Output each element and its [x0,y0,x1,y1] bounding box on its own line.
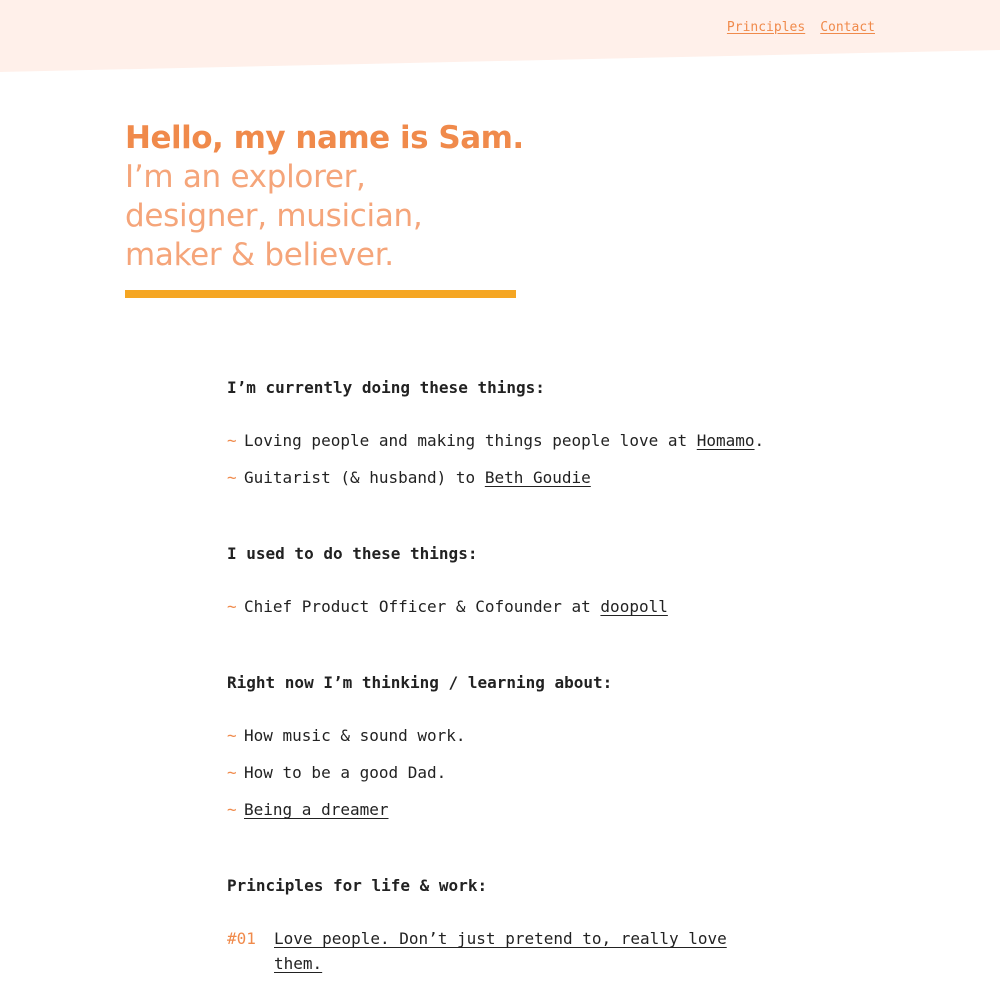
tilde-bullet: ~ [227,726,237,745]
list-item [227,723,787,748]
list-item-text: Loving people and making things people love at Homamo. [244,431,765,450]
principle-item [227,926,787,976]
nav-link-contact[interactable]: Contact [820,20,875,35]
list-item [227,465,787,490]
section-heading: Principles for life & work: [227,876,488,895]
tilde-bullet: ~ [227,763,237,782]
section-past [227,542,787,619]
link-doopoll[interactable]: doopoll [600,597,668,616]
section-thinking [227,671,787,822]
link-beth-goudie[interactable]: Beth Goudie [484,468,591,487]
hero-tagline: I’m an explorer, designer, musician, maker & believer. [125,159,423,273]
top-nav [727,20,875,35]
list-item-text: Chief Product Officer & Cofounder at doopoll [244,597,668,616]
hero-underline-bar [125,290,516,298]
tilde-bullet: ~ [227,597,237,616]
section-heading: I used to do these things: [227,544,478,563]
link-homamo[interactable]: Homamo [696,431,755,450]
list-item [227,797,787,822]
list-item-text: How to be a good Dad. [244,763,447,782]
principle-number: #01 [227,929,256,948]
main-content [227,376,787,1000]
section-heading: Right now I’m thinking / learning about: [227,673,613,692]
list-item-text: Guitarist (& husband) to Beth Goudie [244,468,591,487]
hero [125,118,525,275]
section-principles [227,874,787,976]
list-item-text: How music & sound work. [244,726,466,745]
tilde-bullet: ~ [227,468,237,487]
hero-name: Hello, my name is Sam. [125,120,524,156]
link-being-a-dreamer[interactable]: Being a dreamer [244,800,389,819]
list-item [227,594,787,619]
section-current [227,376,787,490]
list-item [227,428,787,453]
principle-link[interactable]: Love people. Don’t just pretend to, really love them. [274,929,727,973]
tilde-bullet: ~ [227,800,237,819]
nav-link-principles[interactable]: Principles [726,20,806,35]
section-heading: I’m currently doing these things: [227,378,545,397]
header-band [0,0,1000,75]
list-item [227,760,787,785]
tilde-bullet: ~ [227,431,237,450]
